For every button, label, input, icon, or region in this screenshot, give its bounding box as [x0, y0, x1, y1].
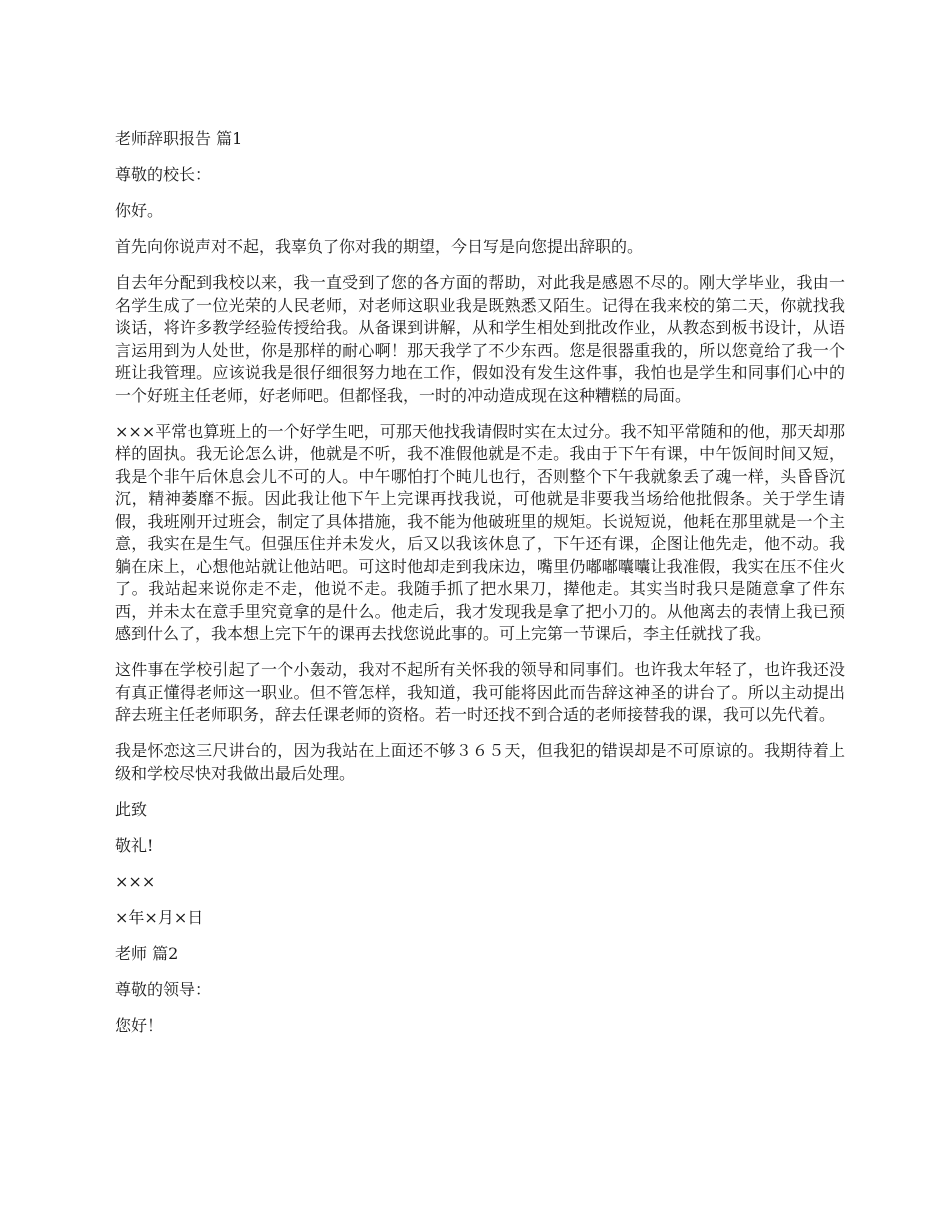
date: ×年×月×日 — [115, 907, 204, 927]
greeting: 您好！ — [115, 1015, 164, 1035]
body-paragraph: 我是怀恋这三尺讲台的，因为我站在上面还不够３６５天，但我犯的错误却是不可原谅的。我期待着上级和学校尽快对我做出最后处理。 — [115, 741, 845, 783]
greeting: 你好。 — [115, 201, 164, 220]
salutation: 尊敬的校长： — [115, 165, 212, 184]
closing-regards: 敬礼! — [115, 835, 154, 855]
body-paragraph: 这件事在学校引起了一个小轰动，我对不起所有关怀我的领导和同事们。也许我太年轻了，也许我还没有真正懂得老师这一职业。但不管怎样，我知道，我可能将因此而告辞这神圣的讲台了。所以主动提出辞去班主任老师职务，辞去任课老师的资格。若一时还找不到合适的老师接替我的课，我可以先代着。 — [115, 660, 845, 724]
section-title: 老师 篇2 — [115, 943, 179, 963]
document-body — [115, 128, 845, 1051]
closing: 此致 — [115, 799, 148, 819]
body-paragraph: ×××平常也算班上的一个好学生吧，可那天他找我请假时实在太过分。我不知平常随和的他，那天却那样的固执。我无论怎么讲，他就是不听，我不准假他就是不走。我由于下午有课，中午饭间时间又短，我是个非午后休息会儿不可的人。中午哪怕打个盹儿也行，否则整个下午我就象丢了魂一样，头昏昏沉沉，精神萎靡不振。因此我让他下午上完课再找我说，可他就是非要我当场给他批假条。关于学生请假，我班刚开过班会，制定了具体措施，我不能为他破班里的规矩。长说短说，他耗在那里就是一个主意，我实在是生气。但强压住并未发火，后又以我该休息了，下午还有课，企图让他先走，他不动。我躺在床上，心想他站就让他站吧。可这时他却走到我床边，嘴里仍嘟嘟囔囔让我准假，我实在压不住火了。我站起来说你走不走，他说不走。我随手抓了把水果刀，撵他走。其实当时我只是随意拿了件东西，并未太在意手里究竟拿的是什么。他走后，我才发现我是拿了把小刀的。从他离去的表情上我已预感到什么了，我本想上完下午的课再去找您说此事的。可上完第一节课后，李主任就找了我。 — [115, 421, 845, 643]
report-title: 老师辞职报告 篇1 — [115, 129, 243, 148]
signature: ××× — [115, 871, 156, 891]
salutation: 尊敬的领导： — [115, 979, 212, 999]
body-paragraph: 自去年分配到我校以来，我一直受到了您的各方面的帮助，对此我是感恩不尽的。刚大学毕业，我由一名学生成了一位光荣的人民老师，对老师这职业我是既熟悉又陌生。记得在我来校的第二天，你就找我谈话，将许多教学经验传授给我。从备课到讲解，从和学生相处到批改作业，从教态到板书设计，从语言运用到为人处世，你是那样的耐心啊！那天我学了不少东西。您是很器重我的，所以您竟给了我一个班让我管理。应该说我是很仔细很努力地在工作，假如没有发生这件事，我怕也是学生和同事们心中的一个好班主任老师，好老师吧。但都怪我，一时的冲动造成现在这种糟糕的局面。 — [115, 273, 845, 405]
body-paragraph: 首先向你说声对不起，我辜负了你对我的期望，今日写是向您提出辞职的。 — [115, 237, 644, 256]
